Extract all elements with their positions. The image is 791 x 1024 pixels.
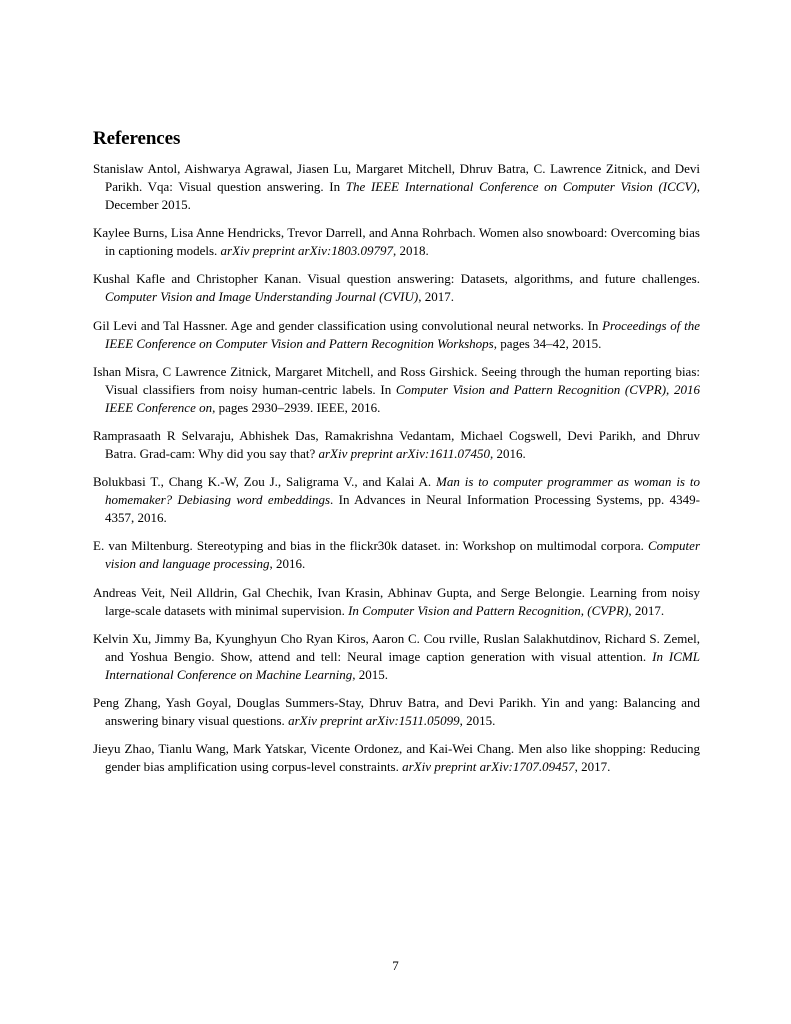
reference-venue: In ICML International Conference on Machine Learning xyxy=(105,648,700,682)
section-title: References xyxy=(93,128,181,149)
reference-item xyxy=(93,537,700,573)
reference-tail: , 2016. xyxy=(490,445,526,461)
reference-text: Andreas Veit, Neil Alldrin, Gal Chechik, Ivan Krasin, Abhinav Gupta, and Serge Belongie. Learning from noisy large-scale datasets with minimal supervision. xyxy=(93,584,700,618)
reference-venue: Man is to computer programmer as woman is to homemaker? Debiasing word embeddings xyxy=(105,474,700,508)
reference-item xyxy=(93,740,700,776)
reference-item xyxy=(93,363,700,417)
page-number: 7 xyxy=(392,958,399,973)
reference-venue: arXiv preprint arXiv:1707.09457 xyxy=(402,759,575,775)
reference-venue: Computer Vision and Pattern Recognition (CVPR), 2016 IEEE Conference on xyxy=(105,381,700,415)
reference-list xyxy=(93,160,700,776)
reference-tail: , 2017. xyxy=(628,602,665,618)
reference-tail: , pages 34–42, 2015. xyxy=(493,335,602,351)
reference-item xyxy=(93,317,700,353)
reference-tail: , 2017. xyxy=(574,759,611,775)
reference-venue: arXiv preprint arXiv:1803.09797 xyxy=(220,243,394,259)
reference-text: Jieyu Zhao, Tianlu Wang, Mark Yatskar, Vicente Ordonez, and Kai-Wei Chang. Men also like shopping: Reducing gender bias amplification using corpus-level constraints. xyxy=(93,741,700,775)
reference-tail: , 2015. xyxy=(459,712,496,728)
reference-text: Kaylee Burns, Lisa Anne Hendricks, Trevor Darrell, and Anna Rohrbach. Women also snowboard: Overcoming bias in captioning models. xyxy=(93,225,700,259)
reference-item xyxy=(93,584,700,620)
reference-text: Ramprasaath R Selvaraju, Abhishek Das, Ramakrishna Vedantam, Michael Cogswell, Devi Parikh, and Dhruv Batra. Grad-cam: Why did you say that? xyxy=(93,427,700,461)
reference-item xyxy=(93,630,700,684)
reference-venue: In Computer Vision and Pattern Recognition, (CVPR) xyxy=(348,602,629,618)
reference-item xyxy=(93,427,700,463)
reference-text: Stanislaw Antol, Aishwarya Agrawal, Jiasen Lu, Margaret Mitchell, Dhruv Batra, C. Lawrence Zitnick, and Devi Parikh. Vqa: Visual question answering. In xyxy=(93,161,700,194)
reference-tail: , 2017. xyxy=(418,289,454,305)
reference-venue: The IEEE International Conference on Computer Vision (ICCV) xyxy=(345,179,697,194)
reference-tail: , 2018. xyxy=(393,243,429,259)
reference-text: Bolukbasi T., Chang K.-W, Zou J., Saligrama V., and Kalai A. xyxy=(93,474,437,490)
references-section xyxy=(93,128,700,786)
reference-item xyxy=(93,473,700,527)
reference-text: Kelvin Xu, Jimmy Ba, Kyunghyun Cho Ryan Kiros, Aaron C. Cou rville, Ruslan Salakhutdinov, Richard S. Zemel, and Yoshua Bengio. Show, attend and tell: Neural image caption generation with visual attention. xyxy=(93,630,700,664)
reference-tail: , pages 2930–2939. IEEE, 2016. xyxy=(212,399,381,415)
reference-text: E. van Miltenburg. Stereotyping and bias in the flickr30k dataset. in: Workshop on multimodal corpora. xyxy=(93,538,648,554)
reference-venue: Computer vision and language processing xyxy=(105,538,700,572)
reference-item xyxy=(93,270,700,306)
reference-text: Kushal Kafle and Christopher Kanan. Visual question answering: Datasets, algorithms, and future challenges. xyxy=(93,271,700,287)
reference-tail: . In Advances in Neural Information Processing Systems, pp. 4349-4357, 2016. xyxy=(105,492,700,526)
reference-venue: arXiv preprint arXiv:1611.07450 xyxy=(318,445,490,461)
reference-tail: , December 2015. xyxy=(105,179,700,212)
reference-venue: Computer Vision and Image Understanding Journal (CVIU) xyxy=(105,289,419,305)
reference-venue: arXiv preprint arXiv:1511.05099 xyxy=(288,712,460,728)
reference-item xyxy=(93,224,700,260)
reference-tail: , 2015. xyxy=(352,666,388,682)
reference-item xyxy=(93,160,700,214)
reference-text: Ishan Misra, C Lawrence Zitnick, Margaret Mitchell, and Ross Girshick. Seeing through the human reporting bias: Visual classifiers from noisy human-centric labels. In xyxy=(93,363,700,397)
reference-text: Gil Levi and Tal Hassner. Age and gender classification using convolutional neural networks. In xyxy=(93,317,603,333)
reference-item xyxy=(93,694,700,730)
reference-text: Peng Zhang, Yash Goyal, Douglas Summers-Stay, Dhruv Batra, and Devi Parikh. Yin and yang: Balancing and answering binary visual questions. xyxy=(93,694,700,728)
reference-venue: Proceedings of the IEEE Conference on Computer Vision and Pattern Recognition Workshops xyxy=(105,317,700,351)
reference-tail: , 2016. xyxy=(269,556,306,572)
